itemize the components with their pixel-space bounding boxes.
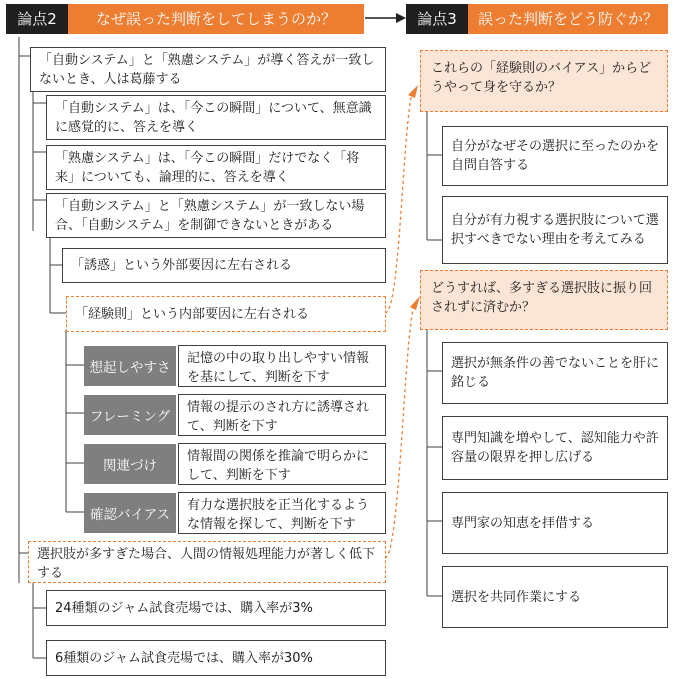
bias-desc-confirmation: 有力な選択肢を正当化するような情報を探して、判断を下す bbox=[178, 492, 386, 534]
bias-desc-association: 情報間の関係を推論で明らかにして、判断を下す bbox=[178, 443, 386, 485]
auto-system-box: 「自動システム」は、「今この瞬間」について、無意識に感覚的に、答えを導く bbox=[46, 95, 386, 140]
overload-box: 選択肢が多すぎた場合、人間の情報処理能力が著しく低下する bbox=[28, 541, 386, 583]
main-conflict-box: 「自動システム」と「熟慮システム」が導く答えが一致しないとき、人は葛藤する bbox=[30, 47, 386, 92]
answer-expand-expertise-text: 専門知識を増やして、認知能力や許容量の限界を押し広げる bbox=[451, 431, 659, 465]
point2-title: なぜ誤った判断をしてしまうのか？ bbox=[68, 4, 364, 34]
heuristics-text: 「経験則」という内部要因に左右される bbox=[75, 306, 310, 322]
bias-name-framing: フレーミング bbox=[84, 395, 176, 435]
bias-name-association: 関連づけ bbox=[84, 444, 176, 484]
temptation-box bbox=[62, 248, 386, 283]
heuristics-box bbox=[66, 296, 386, 332]
bias-name-availability: 想起しやすさ bbox=[84, 346, 176, 386]
bias-desc-framing: 情報の提示のされ方に誘導されて、判断を下す bbox=[178, 394, 386, 436]
point3-tag: 論点3 bbox=[406, 4, 468, 34]
answer-borrow-expert-wisdom bbox=[442, 492, 668, 554]
answer-not-unconditional-good-text: 選択が無条件の善でないことを肝に銘じる bbox=[451, 356, 660, 390]
bias-desc-availability: 記憶の中の取り出しやすい情報を基にして、判断を下す bbox=[178, 345, 386, 387]
jam-example-6 bbox=[46, 640, 386, 676]
point3-title: 誤った判断をどう防ぐか？ bbox=[468, 4, 668, 34]
question-bias-protection: これらの「経験則のバイアス」からどうやって身を守るか？ bbox=[420, 50, 668, 112]
temptation-text: 「誘惑」という外部要因に左右される bbox=[71, 258, 293, 273]
mismatch-box: 「自動システム」と「熟慮システム」が一致しない場合、「自動システム」を制御できないときがある bbox=[46, 193, 386, 238]
arrow-overload-to-q2 bbox=[385, 305, 414, 558]
answer-not-unconditional-good bbox=[442, 342, 668, 404]
answer-collaborative-choice bbox=[442, 566, 668, 628]
answer-counter-reasons bbox=[442, 196, 668, 264]
jam-example-6-text: 6種類のジャム試食売場では、購入率が30% bbox=[55, 650, 313, 666]
arrow-heuristics-to-q1 bbox=[385, 92, 412, 313]
answer-expand-expertise bbox=[442, 416, 668, 480]
answer-borrow-expert-wisdom-text: 専門家の知恵を拝借する bbox=[451, 515, 595, 531]
answer-counter-reasons-text: 自分が有力視する選択肢について選択すべきでない理由を考えてみる bbox=[451, 213, 659, 247]
answer-self-question-text: 自分がなぜその選択に至ったのかを自問自答する bbox=[451, 139, 660, 173]
answer-self-question bbox=[442, 126, 668, 186]
deliberate-system-box: 「熟慮システム」は、「今この瞬間」だけでなく「将来」についても、論理的に、答えを導く bbox=[46, 145, 386, 190]
bias-name-confirmation: 確認バイアス bbox=[84, 493, 176, 533]
question-too-many-choices: どうすれば、多すぎる選択肢に振り回されずに済むか？ bbox=[420, 270, 668, 330]
jam-example-24 bbox=[46, 590, 386, 626]
answer-collaborative-choice-text: 選択を共同作業にする bbox=[451, 589, 582, 605]
jam-example-24-text: 24種類のジャム試食売場では、購入率が3% bbox=[55, 600, 313, 616]
point2-tag: 論点2 bbox=[6, 4, 68, 34]
